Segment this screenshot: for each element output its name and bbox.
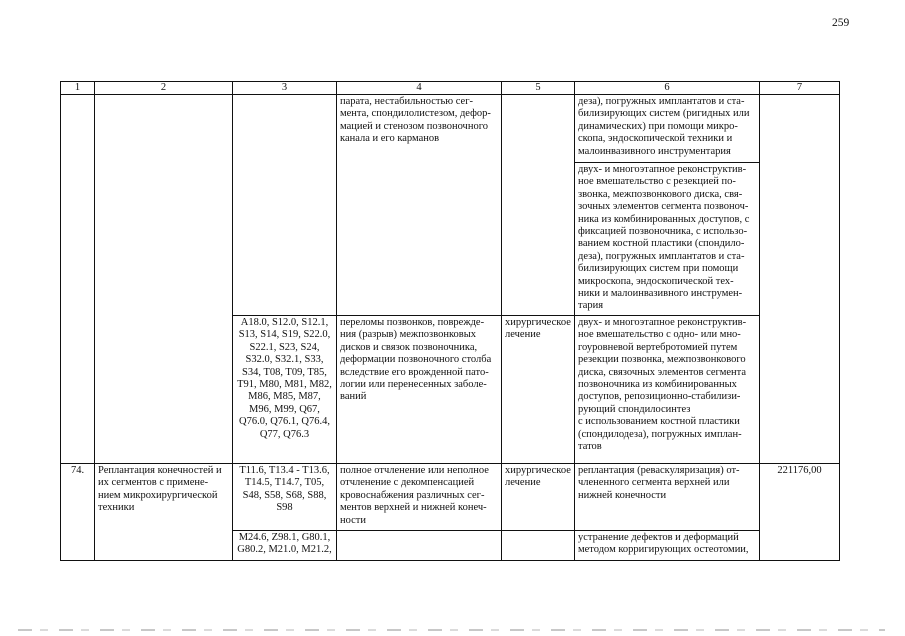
header-col-1: 1 bbox=[61, 82, 95, 95]
cell-text-line: S48, S58, S68, S88, bbox=[242, 489, 327, 501]
cell-text-line: ния (разрыв) межпозвонковых bbox=[340, 329, 477, 341]
cell-text-line: устранение дефектов и деформаций bbox=[578, 531, 739, 543]
cell-diagnosis bbox=[337, 315, 502, 463]
cell-text-line: деза), погружных имплантатов и ста- bbox=[578, 250, 745, 262]
cell-codes bbox=[233, 315, 337, 463]
cell-text-line: ментов верхней и нижней конеч- bbox=[340, 502, 487, 514]
cell-text-line: двух- и многоэтапное реконструктив- bbox=[578, 164, 747, 175]
cell-text-line: техники bbox=[98, 502, 135, 514]
cell-text-line: тария bbox=[578, 300, 604, 312]
cell-text-line: с использованием костной пластики bbox=[578, 416, 740, 428]
cell-text-line: позвоночника из комбинированных bbox=[578, 378, 737, 390]
cell-text-line: двух- и многоэтапное реконструктив- bbox=[578, 316, 747, 328]
cell-text-line: фиксацией позвоночника, с использо- bbox=[578, 226, 748, 238]
cell-group-name bbox=[95, 463, 233, 560]
cell-text-line: отчленение с декомпенсацией bbox=[340, 477, 475, 489]
cell-text-line: M86, M85, M87, bbox=[248, 391, 321, 403]
cell-cost bbox=[760, 463, 840, 560]
cell-text-line: резекции позвонка, межпозвонкового bbox=[578, 354, 746, 366]
cell-text-line: парата, нестабильностью сег- bbox=[340, 96, 474, 107]
cell-text-line: лечение bbox=[505, 329, 541, 341]
table-header-row bbox=[61, 82, 840, 95]
cell-text-line: нижней конечности bbox=[578, 489, 667, 501]
cell-text-line: гоуровневой вертебротомией путем bbox=[578, 341, 738, 353]
cell-text-line: ваний bbox=[340, 391, 367, 403]
cell-text-line: деформации позвоночного столба bbox=[340, 354, 492, 366]
cell-text-line: билизирующих систем при помощи bbox=[578, 263, 739, 275]
cell-text-line: T11.6, T13.4 - T13.6, bbox=[239, 464, 330, 476]
cell-text-line: A18.0, S12.0, S12.1, bbox=[240, 316, 329, 328]
header-col-6: 6 bbox=[575, 82, 760, 95]
cell-text-line: S34, T08, T09, T85, bbox=[242, 366, 327, 378]
cell-number bbox=[61, 95, 95, 464]
cell-text-line: хирургическое bbox=[505, 316, 571, 328]
cell-text-line: ника из комбинированных доступов, с bbox=[578, 213, 750, 225]
cell-text-line: кровоснабжения различных сег- bbox=[340, 489, 485, 501]
cell-codes bbox=[233, 95, 337, 316]
cell-text-line: S22.1, S23, S24, bbox=[249, 341, 320, 353]
cell-text-line: 74. bbox=[70, 464, 85, 476]
cell-text-line: логии или перенесенных заболе- bbox=[340, 378, 487, 390]
cell-text-line: ванием костной пластики (спондило- bbox=[578, 238, 745, 250]
cell-text-line: S32.0, S32.1, S33, bbox=[245, 354, 324, 366]
cell-text-line: канала и его карманов bbox=[340, 133, 440, 145]
cell-method bbox=[575, 163, 760, 316]
cell-text-line: рующий спондилосинтез bbox=[578, 403, 691, 415]
cell-text-line: деза), погружных имплантатов и ста- bbox=[578, 96, 745, 107]
page-number: 259 bbox=[832, 17, 850, 29]
cell-text-line: скопа, эндоскопической техники и bbox=[578, 133, 733, 145]
header-col-5: 5 bbox=[502, 82, 575, 95]
medical-procedures-table bbox=[60, 81, 840, 561]
scan-edge-noise bbox=[18, 629, 885, 631]
cell-text-line: Q76.0, Q76.1, Q76.4, bbox=[239, 416, 330, 428]
cell-text-line: M24.6, Z98.1, G80.1, bbox=[238, 531, 331, 543]
header-col-4: 4 bbox=[337, 82, 502, 95]
cell-diagnosis bbox=[337, 463, 502, 530]
header-col-3: 3 bbox=[233, 82, 337, 95]
cell-method bbox=[575, 315, 760, 463]
cell-text-line: T91, M80, M81, M82, bbox=[237, 378, 332, 390]
cell-text-line: вследствие его врожденной пато- bbox=[340, 366, 489, 378]
cell-text-line: динамических) при помощи микро- bbox=[578, 120, 738, 132]
cell-text-line: M96, M99, Q67, bbox=[249, 403, 320, 415]
cell-treatment-type bbox=[502, 315, 575, 463]
cell-text-line: члененного сегмента верхней или bbox=[578, 477, 730, 489]
cell-text-line: микроскопа, эндоскопической тех- bbox=[578, 275, 734, 287]
cell-text-line: мацией и стенозом позвоночного bbox=[340, 120, 488, 132]
cell-text-line: дисков и связок позвоночника, bbox=[340, 341, 478, 353]
cell-text-line: лечение bbox=[505, 477, 541, 489]
cell-text-line: зочных элементов сегмента позвоноч- bbox=[578, 201, 749, 213]
cell-text-line: ное вмешательство с одно- или мно- bbox=[578, 329, 741, 341]
table-row bbox=[61, 95, 840, 163]
cell-text-line: методом корригирующих остеотомии, bbox=[578, 544, 749, 556]
cell-codes bbox=[233, 530, 337, 560]
cell-text-line: S13, S14, S19, S22.0, bbox=[238, 329, 331, 341]
header-col-2: 2 bbox=[95, 82, 233, 95]
cell-text-line: хирургическое bbox=[505, 464, 571, 476]
cell-text-line: 221176,00 bbox=[777, 464, 822, 476]
table-row bbox=[61, 463, 840, 530]
cell-text-line: переломы позвонков, поврежде- bbox=[340, 316, 485, 328]
cell-diagnosis bbox=[337, 530, 502, 560]
cell-text-line: Реплантация конечностей и bbox=[98, 464, 222, 476]
cell-text-line: реплантация (реваскуляризация) от- bbox=[578, 464, 740, 476]
cell-group-name bbox=[95, 95, 233, 464]
cell-number bbox=[61, 463, 95, 560]
cell-text-line: ное вмешательство с резекцией по- bbox=[578, 176, 736, 188]
cell-text-line: доступов, репозиционно-стабилизи- bbox=[578, 391, 741, 403]
cell-text-line: нием микрохирургической bbox=[98, 489, 218, 501]
cell-cost bbox=[760, 95, 840, 464]
cell-text-line: Q77, Q76.3 bbox=[259, 428, 310, 440]
cell-text-line: полное отчленение или неполное bbox=[340, 464, 489, 476]
header-col-7: 7 bbox=[760, 82, 840, 95]
cell-text-line: звонка, межпозвонкового диска, свя- bbox=[578, 188, 743, 200]
cell-method bbox=[575, 463, 760, 530]
cell-method bbox=[575, 95, 760, 163]
cell-text-line: билизирующих систем (ригидных или bbox=[578, 108, 750, 120]
cell-text-line: ники и малоинвазивного инструмен- bbox=[578, 288, 743, 300]
cell-text-line: мента, спондилолистезом, дефор- bbox=[340, 108, 491, 120]
cell-text-line: ности bbox=[340, 514, 366, 526]
cell-diagnosis bbox=[337, 95, 502, 316]
cell-text-line: T14.5, T14.7, T05, bbox=[244, 477, 325, 489]
cell-text-line: G80.2, M21.0, M21.2, bbox=[237, 544, 332, 556]
cell-text-line: S98 bbox=[276, 502, 293, 514]
cell-text-line: (спондилодеза), погружных имплан- bbox=[578, 428, 742, 440]
cell-text-line: татов bbox=[578, 440, 602, 452]
cell-text-line: их сегментов с примене- bbox=[98, 477, 209, 489]
cell-text-line: малоинвазивного инструментария bbox=[578, 145, 731, 157]
cell-method bbox=[575, 530, 760, 560]
cell-treatment-type bbox=[502, 530, 575, 560]
cell-text-line: диска, связочных элементов сегмента bbox=[578, 366, 747, 378]
cell-treatment-type bbox=[502, 463, 575, 530]
cell-treatment-type bbox=[502, 95, 575, 316]
cell-codes bbox=[233, 463, 337, 530]
